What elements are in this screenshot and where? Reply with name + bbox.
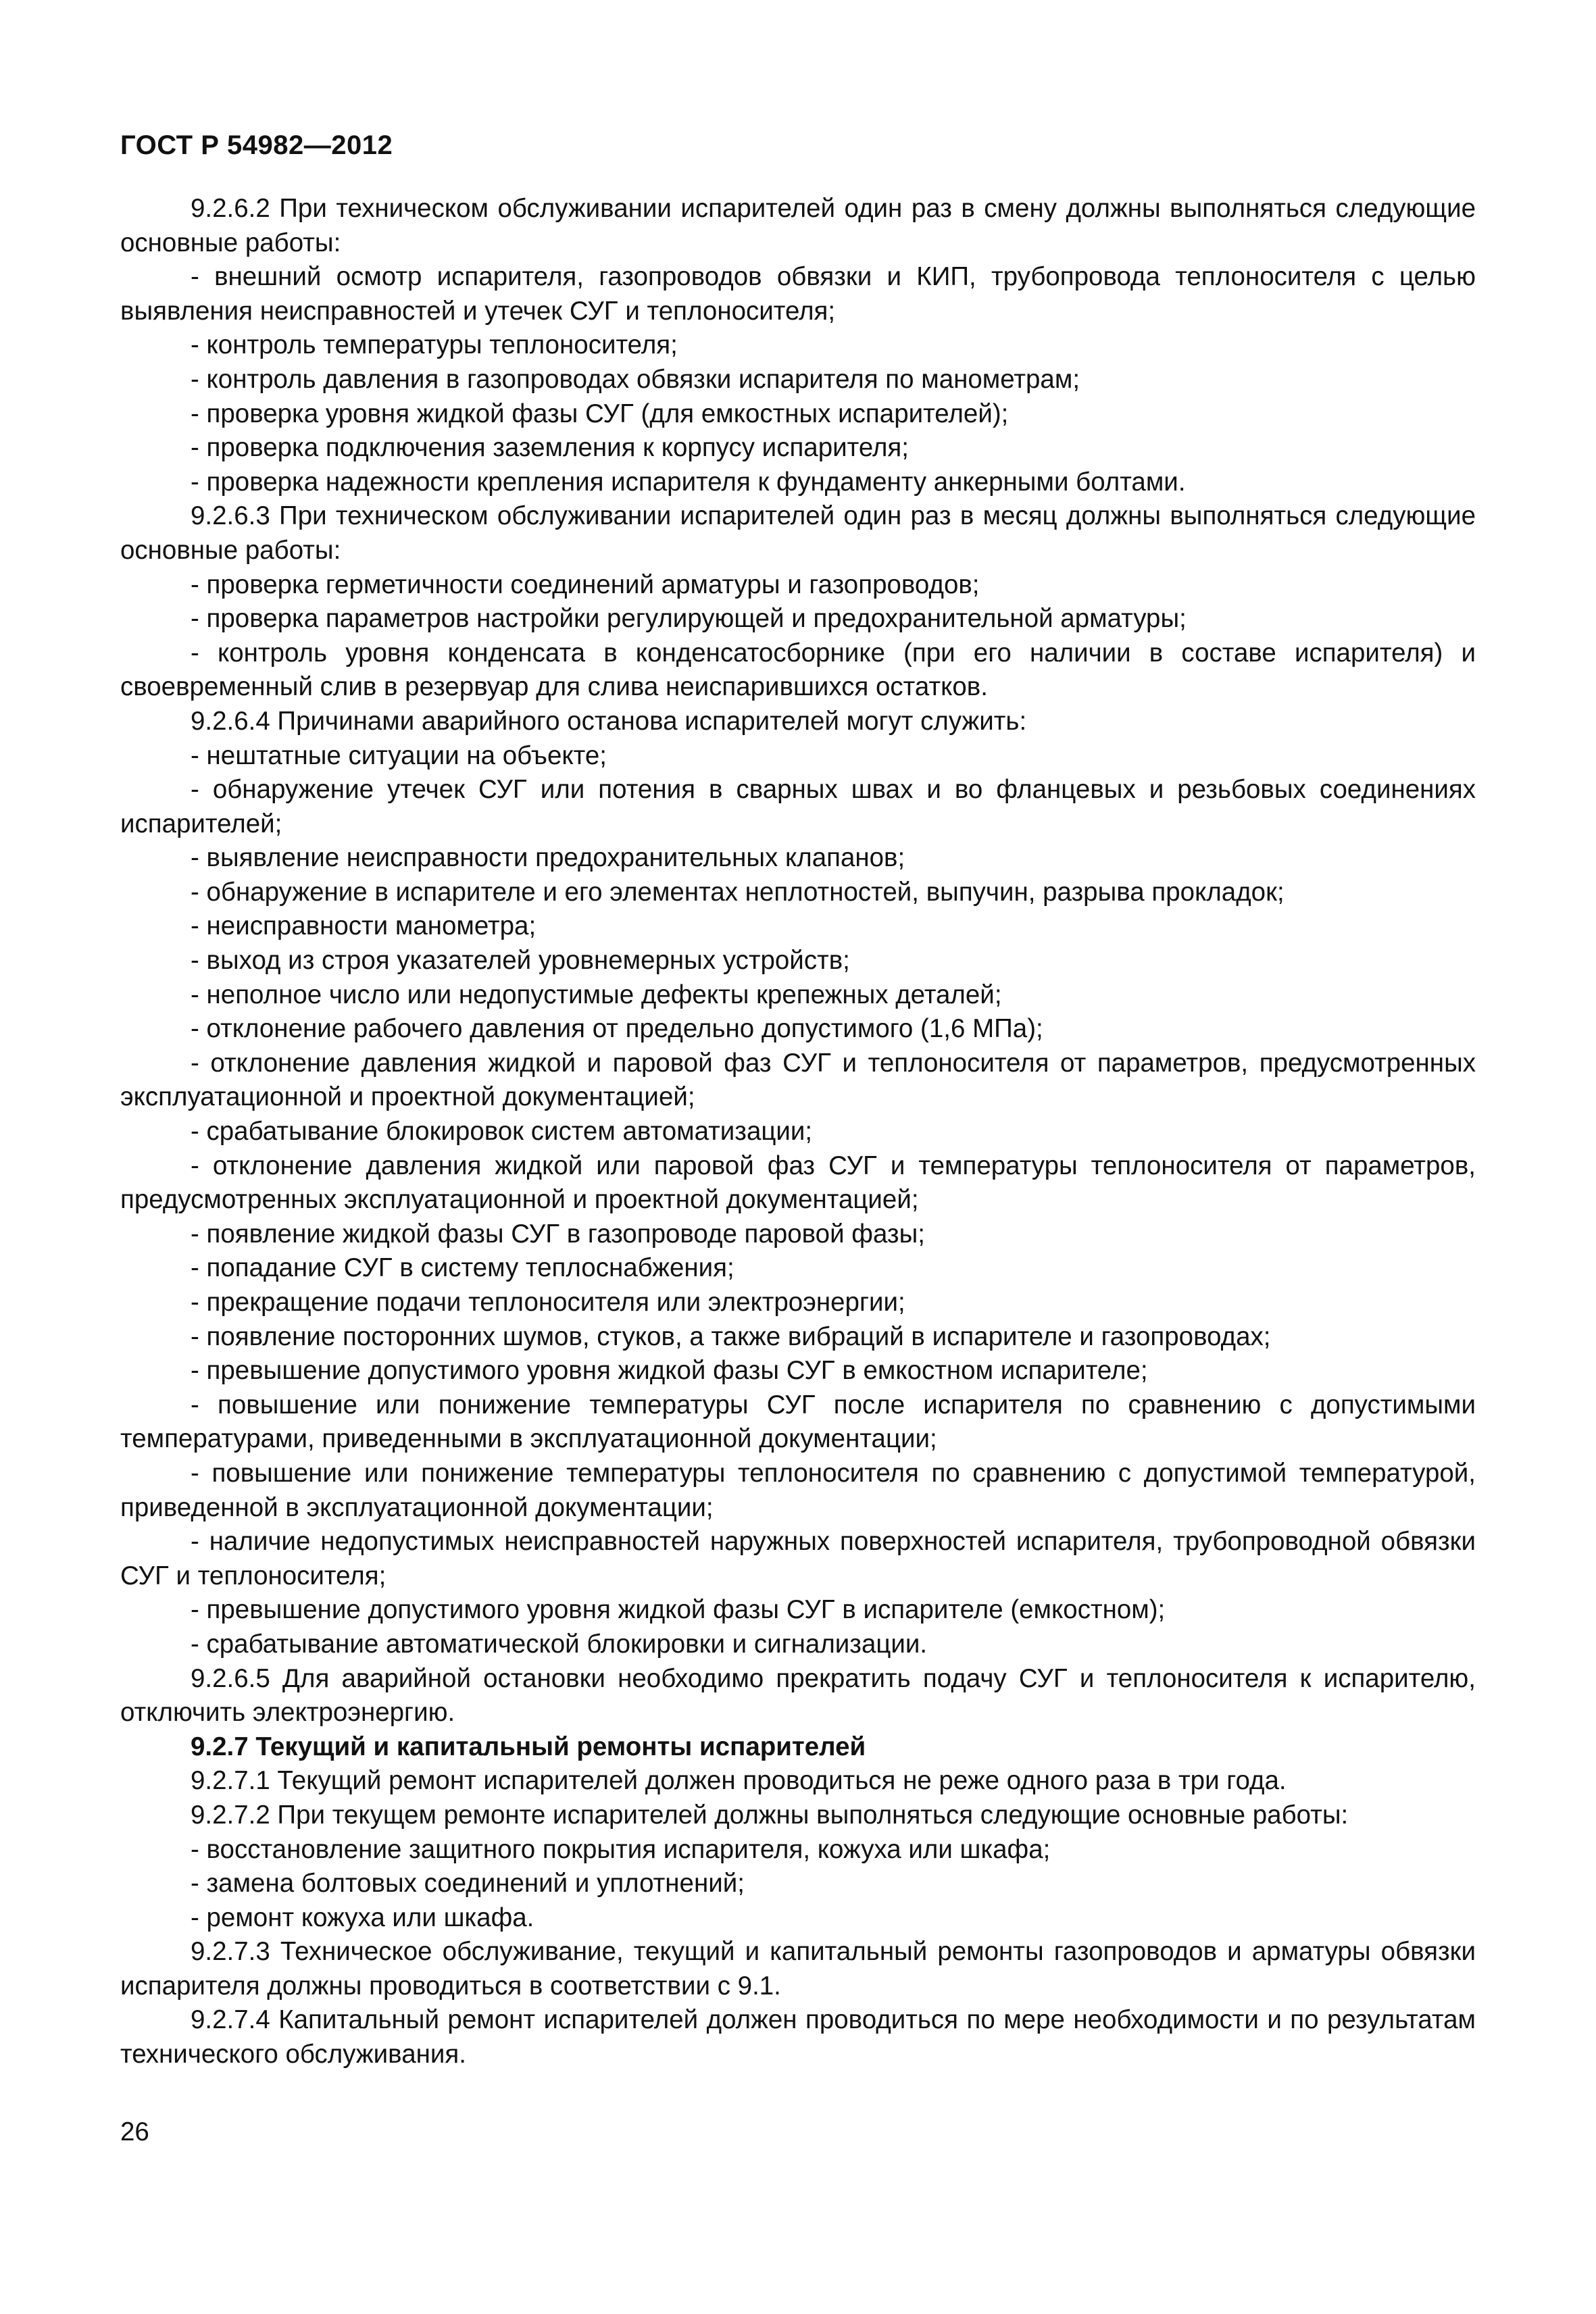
paragraph: - ремонт кожуха или шкафа. <box>191 1903 534 1932</box>
paragraph: 9.2.7.4 Капитальный ремонт испарителей должен проводиться по мере необходимости и по результатам технического обслуживания. <box>120 2005 1476 2069</box>
paragraph: - повышение или понижение температуры теплоносителя по сравнению с допустимой температурой, приведенной в эксплуатационной документации; <box>120 1458 1476 1522</box>
paragraph: - внешний осмотр испарителя, газопроводов обвязки и КИП, трубопровода теплоносителя с целью выявления неисправностей и утечек СУГ и теплоносителя; <box>120 262 1476 326</box>
paragraph: - попадание СУГ в систему теплоснабжения; <box>191 1253 734 1283</box>
paragraph: - контроль давления в газопроводах обвязки испарителя по манометрам; <box>191 364 1080 394</box>
paragraph: - выход из строя указателей уровнемерных устройств; <box>191 946 850 976</box>
document-body <box>120 192 1476 2072</box>
paragraph: - появление жидкой фазы СУГ в газопроводе паровой фазы; <box>191 1219 925 1249</box>
paragraph: - проверка подключения заземления к корпусу испарителя; <box>191 433 909 463</box>
paragraph: - проверка надежности крепления испарителя к фундаменту анкерными болтами. <box>191 467 1186 497</box>
paragraph: 9.2.7.3 Техническое обслуживание, текущий и капитальный ремонты газопроводов и арматуры обвязки испарителя должны проводиться в соответствии с 9.1. <box>120 1937 1476 2001</box>
paragraph: - контроль уровня конденсата в конденсатосборнике (при его наличии в составе испарителя) и своевременный слив в резервуар для слива неиспарившихся остатков. <box>120 638 1476 702</box>
paragraph: - восстановление защитного покрытия испарителя, кожуха или шкафа; <box>191 1834 1051 1864</box>
paragraph: - проверка герметичности соединений арматуры и газопроводов; <box>191 570 980 599</box>
paragraph: - выявление неисправности предохранительных клапанов; <box>191 843 905 873</box>
paragraph: 9.2.6.4 Причинами аварийного останова испарителей могут служить: <box>191 706 1027 736</box>
paragraph: - обнаружение в испарителе и его элементах неплотностей, выпучин, разрыва прокладок; <box>191 877 1285 907</box>
page-number: 26 <box>120 2117 149 2146</box>
document-standard-header: ГОСТ Р 54982—2012 <box>120 130 393 160</box>
paragraph: - срабатывание автоматической блокировки и сигнализации. <box>191 1629 928 1659</box>
paragraph: - прекращение подачи теплоносителя или электроэнергии; <box>191 1288 905 1317</box>
paragraph: - неисправности манометра; <box>191 911 537 941</box>
paragraph: - замена болтовых соединений и уплотнений; <box>191 1869 745 1898</box>
paragraph: - отклонение давления жидкой или паровой фаз СУГ и температуры теплоносителя от параметров, предусмотренных эксплуатационной и проектной документацией; <box>120 1151 1476 1215</box>
paragraph: 9.2.6.3 При техническом обслуживании испарителей один раз в месяц должны выполняться следующие основные работы: <box>120 501 1476 565</box>
paragraph: 9.2.6.2 При техническом обслуживании испарителей один раз в смену должны выполняться следующие основные работы: <box>120 194 1476 257</box>
paragraph: 9.2.6.5 Для аварийной остановки необходимо прекратить подачу СУГ и теплоносителя к испарителю, отключить электроэнергию. <box>120 1663 1476 1728</box>
paragraph: - наличие недопустимых неисправностей наружных поверхностей испарителя, трубопроводной обвязки СУГ и теплоносителя; <box>120 1527 1476 1590</box>
paragraph: - контроль температуры теплоносителя; <box>191 330 678 360</box>
section-heading: 9.2.7 Текущий и капитальный ремонты испарителей <box>191 1732 866 1761</box>
paragraph: - срабатывание блокировок систем автоматизации; <box>191 1117 813 1147</box>
paragraph: - появление посторонних шумов, стуков, а также вибраций в испарителе и газопроводах; <box>191 1322 1271 1351</box>
paragraph: - проверка уровня жидкой фазы СУГ (для емкостных испарителей); <box>191 399 1009 428</box>
paragraph: - повышение или понижение температуры СУГ после испарителя по сравнению с допустимыми температурами, приведенными в эксплуатационной документации; <box>120 1390 1476 1454</box>
paragraph: - неполное число или недопустимые дефекты крепежных деталей; <box>191 980 1002 1009</box>
paragraph: - нештатные ситуации на объекте; <box>191 740 607 770</box>
paragraph: - проверка параметров настройки регулирующей и предохранительной арматуры; <box>191 604 1187 634</box>
paragraph: - отклонение рабочего давления от предельно допустимого (1,6 МПа); <box>191 1014 1043 1044</box>
paragraph: 9.2.7.2 При текущем ремонте испарителей должны выполняться следующие основные работы: <box>191 1800 1349 1830</box>
paragraph: - превышение допустимого уровня жидкой фазы СУГ в испарителе (емкостном); <box>191 1595 1166 1625</box>
paragraph: - отклонение давления жидкой и паровой фаз СУГ и теплоносителя от параметров, предусмотренных эксплуатационной и проектной документацией; <box>120 1048 1476 1112</box>
paragraph: - превышение допустимого уровня жидкой фазы СУГ в емкостном испарителе; <box>191 1356 1148 1386</box>
paragraph: - обнаружение утечек СУГ или потения в сварных швах и во фланцевых и резьбовых соединениях испарителей; <box>120 775 1476 838</box>
paragraph: 9.2.7.1 Текущий ремонт испарителей должен проводиться не реже одного раза в три года. <box>191 1766 1287 1796</box>
